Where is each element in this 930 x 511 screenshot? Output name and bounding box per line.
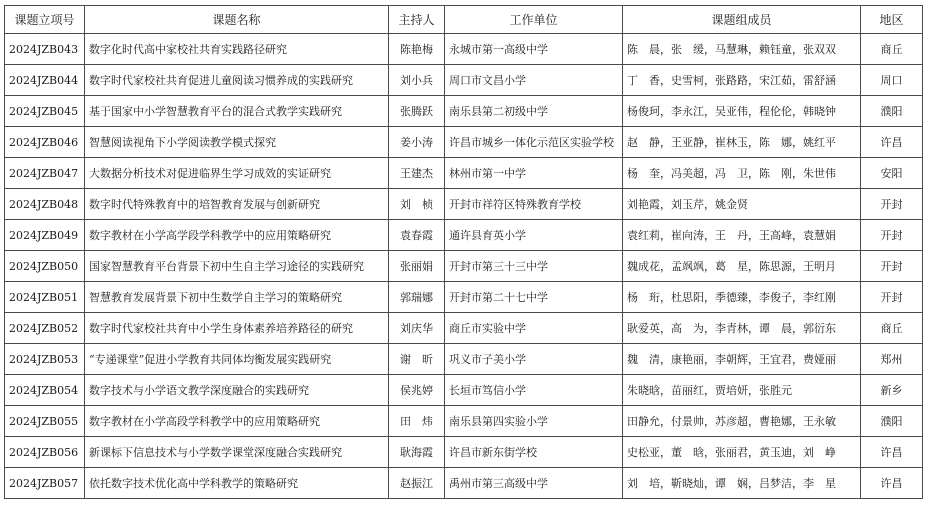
cell-region: 商丘 [861, 34, 923, 65]
cell-project-title: “专递课堂”促进小学教育共同体均衡发展实践研究 [85, 344, 389, 375]
cell-work-unit: 禹州市第三高级中学 [445, 468, 623, 499]
cell-project-number: 2024JZB057 [5, 468, 85, 499]
cell-project-title: 智慧教育发展背景下初中生数学自主学习的策略研究 [85, 282, 389, 313]
header-project-number: 课题立项号 [5, 6, 85, 34]
table-row [5, 220, 923, 251]
cell-members: 魏 清，康艳丽，李朝辉，王宜君，费娅丽 [623, 344, 861, 375]
cell-work-unit: 商丘市实验中学 [445, 313, 623, 344]
cell-work-unit: 通许县育英小学 [445, 220, 623, 251]
cell-project-title: 数字化时代高中家校社共育实践路径研究 [85, 34, 389, 65]
cell-project-title: 数字教材在小学高学段学科教学中的应用策略研究 [85, 220, 389, 251]
cell-project-title: 基于国家中小学智慧教育平台的混合式教学实践研究 [85, 96, 389, 127]
cell-project-title: 依托数字技术优化高中学科教学的策略研究 [85, 468, 389, 499]
header-members: 课题组成员 [623, 6, 861, 34]
cell-project-title: 数字时代家校社共育中小学生身体素养培养路径的研究 [85, 313, 389, 344]
cell-region: 开封 [861, 220, 923, 251]
table-row [5, 251, 923, 282]
cell-region: 许昌 [861, 127, 923, 158]
table-row [5, 65, 923, 96]
table-header [5, 6, 923, 34]
cell-project-title: 国家智慧教育平台背景下初中生自主学习途径的实践研究 [85, 251, 389, 282]
table-body [5, 34, 923, 499]
cell-members: 史松亚，董 晗，张丽君，黄玉迪，刘 峥 [623, 437, 861, 468]
cell-members: 杨 奎，冯美超，冯 卫，陈 刚，朱世伟 [623, 158, 861, 189]
cell-host: 刘小兵 [389, 65, 445, 96]
cell-host: 侯兆婷 [389, 375, 445, 406]
cell-members: 陈 晨，张 缓，马慧琳，赖钰童，张双双 [623, 34, 861, 65]
table-row [5, 344, 923, 375]
cell-host: 刘 桢 [389, 189, 445, 220]
cell-host: 王建杰 [389, 158, 445, 189]
cell-members: 刘艳霞，刘玉芹，姚金贤 [623, 189, 861, 220]
cell-project-number: 2024JZB056 [5, 437, 85, 468]
cell-project-number: 2024JZB053 [5, 344, 85, 375]
cell-project-number: 2024JZB044 [5, 65, 85, 96]
cell-project-title: 数字教材在小学高段学科教学中的应用策略研究 [85, 406, 389, 437]
cell-region: 濮阳 [861, 96, 923, 127]
header-work-unit: 工作单位 [445, 6, 623, 34]
cell-host: 陈艳梅 [389, 34, 445, 65]
table-row [5, 406, 923, 437]
cell-work-unit: 许昌市城乡一体化示范区实验学校 [445, 127, 623, 158]
cell-region: 周口 [861, 65, 923, 96]
table-row [5, 34, 923, 65]
cell-region: 开封 [861, 189, 923, 220]
cell-members: 杨 珩，杜思阳，季德臻，李俊子，李红刚 [623, 282, 861, 313]
table-row [5, 158, 923, 189]
cell-project-number: 2024JZB047 [5, 158, 85, 189]
cell-members: 田静允，付景帅，苏彦超，曹艳娜，王永敏 [623, 406, 861, 437]
project-table [4, 5, 923, 499]
cell-project-number: 2024JZB043 [5, 34, 85, 65]
cell-work-unit: 南乐县第二初级中学 [445, 96, 623, 127]
cell-region: 新乡 [861, 375, 923, 406]
cell-project-title: 新课标下信息技术与小学数学课堂深度融合实践研究 [85, 437, 389, 468]
cell-project-number: 2024JZB045 [5, 96, 85, 127]
cell-work-unit: 南乐县第四实验小学 [445, 406, 623, 437]
table-row [5, 468, 923, 499]
cell-region: 郑州 [861, 344, 923, 375]
cell-project-number: 2024JZB052 [5, 313, 85, 344]
cell-host: 张丽娟 [389, 251, 445, 282]
cell-project-number: 2024JZB054 [5, 375, 85, 406]
cell-work-unit: 巩义市子美小学 [445, 344, 623, 375]
cell-work-unit: 开封市祥符区特殊教育学校 [445, 189, 623, 220]
header-host: 主持人 [389, 6, 445, 34]
cell-project-number: 2024JZB048 [5, 189, 85, 220]
cell-region: 安阳 [861, 158, 923, 189]
table-row [5, 375, 923, 406]
cell-host: 袁春霞 [389, 220, 445, 251]
cell-members: 袁红莉，崔向涛，王 丹，王高峰，袁慧娟 [623, 220, 861, 251]
cell-region: 商丘 [861, 313, 923, 344]
cell-members: 刘 培，靳晓灿，谭 娴，吕梦洁，李 星 [623, 468, 861, 499]
cell-project-number: 2024JZB051 [5, 282, 85, 313]
cell-host: 田 炜 [389, 406, 445, 437]
cell-work-unit: 林州市第一中学 [445, 158, 623, 189]
cell-project-number: 2024JZB055 [5, 406, 85, 437]
table-row [5, 127, 923, 158]
cell-host: 赵振江 [389, 468, 445, 499]
cell-host: 耿海霞 [389, 437, 445, 468]
cell-work-unit: 开封市第三十三中学 [445, 251, 623, 282]
cell-members: 耿爱英，高 为，李青林，谭 晨，郭衍东 [623, 313, 861, 344]
cell-region: 许昌 [861, 468, 923, 499]
cell-project-title: 数字技术与小学语文教学深度融合的实践研究 [85, 375, 389, 406]
cell-work-unit: 长垣市笃信小学 [445, 375, 623, 406]
table-row [5, 96, 923, 127]
cell-work-unit: 开封市第二十七中学 [445, 282, 623, 313]
cell-host: 张腾跃 [389, 96, 445, 127]
cell-region: 许昌 [861, 437, 923, 468]
cell-members: 朱晓晗，苗丽红，贾培妍，张胜元 [623, 375, 861, 406]
table-row [5, 313, 923, 344]
cell-host: 谢 昕 [389, 344, 445, 375]
cell-members: 丁 香，史雪柯，张路路，宋江茹，雷舒涵 [623, 65, 861, 96]
header-row [5, 6, 923, 34]
cell-region: 濮阳 [861, 406, 923, 437]
table-row [5, 189, 923, 220]
header-region: 地区 [861, 6, 923, 34]
cell-members: 魏成花，孟飒飒，葛 星，陈思源，王明月 [623, 251, 861, 282]
cell-members: 赵 静，王亚静，崔林玉，陈 娜，姚红平 [623, 127, 861, 158]
cell-members: 杨俊珂，李永江，吴亚伟，程伦伦，韩晓钟 [623, 96, 861, 127]
cell-project-number: 2024JZB050 [5, 251, 85, 282]
header-project-title: 课题名称 [85, 6, 389, 34]
table-row [5, 437, 923, 468]
project-table-container [4, 5, 923, 499]
cell-project-title: 数字时代家校社共育促进儿童阅读习惯养成的实践研究 [85, 65, 389, 96]
cell-project-number: 2024JZB046 [5, 127, 85, 158]
cell-region: 开封 [861, 251, 923, 282]
cell-project-title: 数字时代特殊教育中的培智教育发展与创新研究 [85, 189, 389, 220]
cell-project-title: 智慧阅读视角下小学阅读教学模式探究 [85, 127, 389, 158]
cell-work-unit: 永城市第一高级中学 [445, 34, 623, 65]
cell-work-unit: 周口市文昌小学 [445, 65, 623, 96]
cell-host: 郭瑞娜 [389, 282, 445, 313]
cell-work-unit: 许昌市新东街学校 [445, 437, 623, 468]
cell-host: 姜小涛 [389, 127, 445, 158]
cell-project-number: 2024JZB049 [5, 220, 85, 251]
cell-project-title: 大数据分析技术对促进临界生学习成效的实证研究 [85, 158, 389, 189]
table-row [5, 282, 923, 313]
cell-host: 刘庆华 [389, 313, 445, 344]
cell-region: 开封 [861, 282, 923, 313]
